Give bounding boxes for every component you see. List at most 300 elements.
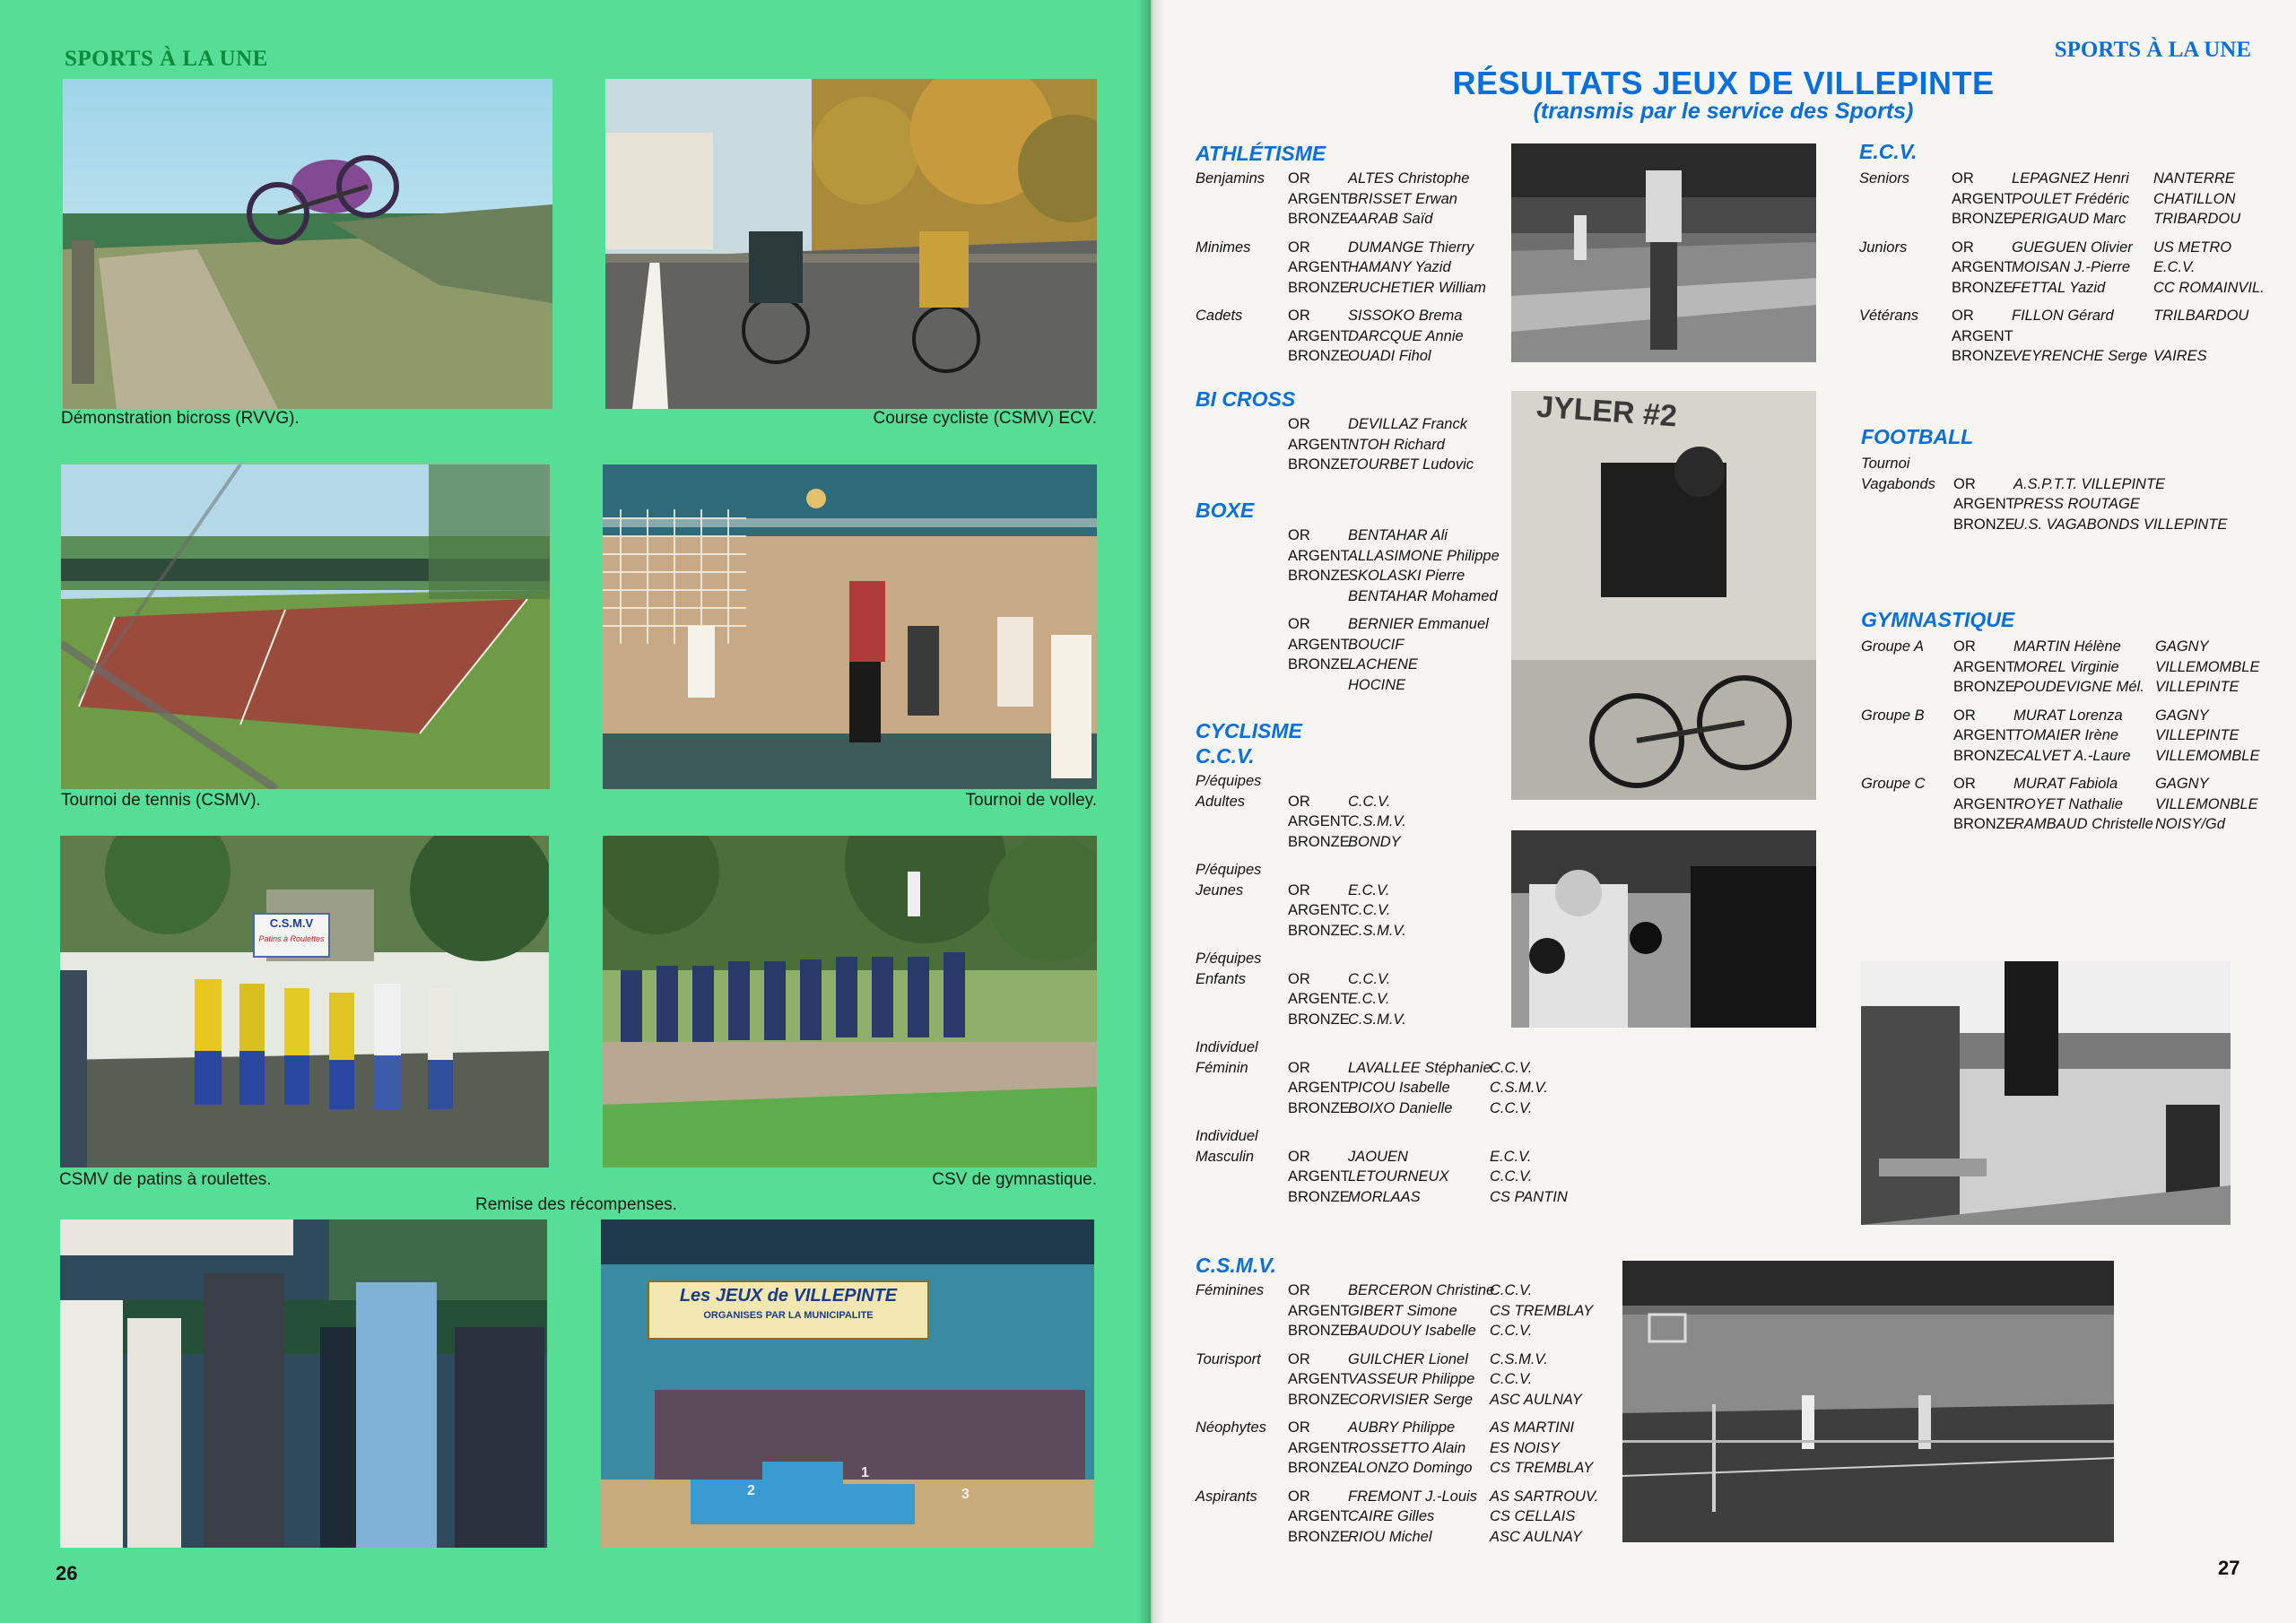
result-category: Aspirants bbox=[1196, 1488, 1257, 1505]
result-club: CS TREMBLAY bbox=[1490, 1302, 1594, 1319]
photo-bw-gymnase bbox=[1622, 1261, 2114, 1542]
result-row bbox=[1861, 746, 2274, 767]
result-row bbox=[1196, 546, 1554, 567]
photo-patins bbox=[60, 836, 549, 1167]
result-medal: OR bbox=[1288, 793, 1310, 810]
group-gap bbox=[1861, 698, 2274, 706]
result-row bbox=[1859, 238, 2272, 258]
result-row bbox=[1196, 1280, 1608, 1301]
caption-bicross: Démonstration bicross (RVVG). bbox=[61, 409, 300, 428]
right-page-header: SPORTS À LA UNE bbox=[2054, 38, 2251, 62]
result-row bbox=[1196, 455, 1554, 475]
banner-csmv-text: C.S.M.V bbox=[269, 916, 314, 930]
result-row bbox=[1861, 657, 2274, 678]
result-medal: BRONZE bbox=[1288, 348, 1350, 364]
caption-remise: Remise des récompenses. bbox=[475, 1195, 677, 1214]
result-row bbox=[1196, 1527, 1608, 1548]
result-category: Jeunes bbox=[1196, 881, 1244, 898]
result-competitor: BENTAHAR Mohamed bbox=[1348, 587, 1498, 604]
result-medal: BRONZE bbox=[1288, 1188, 1350, 1205]
result-competitor: BOIXO Danielle bbox=[1348, 1099, 1453, 1116]
result-row bbox=[1196, 655, 1554, 675]
result-club: C.C.V. bbox=[1490, 1099, 1533, 1116]
result-club: C.C.V. bbox=[1490, 1282, 1533, 1298]
result-row bbox=[1196, 566, 1554, 586]
stage-banner-line2: ORGANISES PAR LA MUNICIPALITE bbox=[703, 1310, 874, 1321]
result-club: VILLEMONBLE bbox=[2155, 795, 2258, 812]
page-number-left: 26 bbox=[56, 1562, 78, 1584]
result-competitor: LETOURNEUX bbox=[1348, 1168, 1449, 1185]
result-club: C.C.V. bbox=[1490, 1323, 1533, 1339]
caption-patins: CSMV de patins à roulettes. bbox=[59, 1170, 272, 1189]
result-row bbox=[1196, 1369, 1608, 1390]
result-competitor: C.S.M.V. bbox=[1348, 1011, 1406, 1028]
result-row bbox=[1861, 515, 2274, 535]
result-row bbox=[1196, 586, 1554, 607]
result-competitor: BENTAHAR Ali bbox=[1348, 527, 1448, 543]
right-page bbox=[1151, 0, 2296, 1623]
result-competitor: MURAT Fabiola bbox=[2013, 776, 2118, 792]
photo-course-cycliste bbox=[605, 79, 1097, 409]
results-gymnastique bbox=[1861, 637, 2274, 835]
result-medal: ARGENT bbox=[1288, 327, 1350, 344]
result-competitor: FILLON Gérard bbox=[2012, 308, 2114, 324]
result-row bbox=[1196, 414, 1554, 435]
result-row bbox=[1196, 1438, 1608, 1459]
results-ecv bbox=[1859, 169, 2272, 367]
result-medal: OR bbox=[1288, 1350, 1310, 1367]
result-medal: BRONZE bbox=[1288, 1391, 1350, 1408]
result-competitor: RUCHETIER William bbox=[1348, 279, 1486, 296]
result-medal: ARGENT bbox=[1953, 795, 2015, 812]
result-competitor: RAMBAUD Christelle bbox=[2013, 816, 2153, 832]
group-gap bbox=[1196, 1479, 1608, 1487]
photo-remise-droite bbox=[601, 1219, 1094, 1548]
result-medal: BRONZE bbox=[1288, 922, 1350, 939]
result-medal: ARGENT bbox=[1953, 727, 2015, 743]
result-competitor: DEVILLAZ Franck bbox=[1348, 416, 1467, 432]
result-medal: BRONZE bbox=[1952, 211, 2013, 227]
result-row bbox=[1861, 814, 2274, 835]
result-competitor: ROSSETTO Alain bbox=[1348, 1439, 1466, 1456]
photo-bw-skateboard bbox=[1861, 961, 2231, 1225]
result-row bbox=[1859, 346, 2272, 367]
result-row bbox=[1196, 635, 1554, 655]
result-competitor: ROYET Nathalie bbox=[2013, 795, 2123, 812]
result-competitor: DUMANGE Thierry bbox=[1348, 239, 1474, 256]
result-competitor: LACHENE bbox=[1348, 656, 1418, 673]
result-medal: ARGENT bbox=[1953, 496, 2015, 512]
result-competitor: U.S. VAGABONDS VILLEPINTE bbox=[2013, 516, 2228, 533]
podium-number-3: 3 bbox=[961, 1487, 970, 1502]
results-csmv bbox=[1196, 1280, 1608, 1547]
banner-patins-text: Patins à Roulettes bbox=[258, 934, 325, 943]
result-row bbox=[1196, 1458, 1608, 1479]
result-category: P/équipes bbox=[1196, 773, 1262, 789]
result-row bbox=[1196, 614, 1554, 635]
result-competitor: TOMAIER Irène bbox=[2013, 727, 2119, 743]
result-row bbox=[1861, 774, 2274, 794]
result-medal: OR bbox=[1288, 1282, 1310, 1298]
result-medal: BRONZE bbox=[1288, 656, 1350, 673]
result-competitor: GUEGUEN Olivier bbox=[2012, 239, 2133, 256]
result-medal: ARGENT bbox=[1952, 190, 2013, 207]
result-row bbox=[1196, 1147, 1608, 1167]
result-club: VILLEMOMBLE bbox=[2155, 658, 2260, 675]
result-category: Masculin bbox=[1196, 1148, 1255, 1165]
result-category: Vagabonds bbox=[1861, 475, 1935, 492]
result-row bbox=[1196, 1037, 1608, 1058]
result-category: Adultes bbox=[1196, 793, 1246, 810]
result-row bbox=[1196, 1487, 1608, 1507]
result-club: E.C.V. bbox=[1490, 1148, 1532, 1165]
result-competitor: MARTIN Hélène bbox=[2013, 638, 2121, 655]
result-competitor: BERCERON Christine bbox=[1348, 1282, 1495, 1298]
stage-banner bbox=[648, 1280, 929, 1340]
result-medal: BRONZE bbox=[1288, 1460, 1350, 1476]
result-medal: BRONZE bbox=[1288, 211, 1350, 227]
result-row bbox=[1196, 1321, 1608, 1341]
result-competitor: AUBRY Philippe bbox=[1348, 1419, 1456, 1436]
result-medal: OR bbox=[1288, 527, 1310, 543]
result-row bbox=[1196, 525, 1554, 546]
result-competitor: HAMANY Yazid bbox=[1348, 259, 1451, 275]
result-row bbox=[1859, 306, 2272, 326]
result-medal: ARGENT bbox=[1952, 259, 2013, 275]
result-medal: BRONZE bbox=[1952, 279, 2013, 296]
result-club: C.C.V. bbox=[1490, 1168, 1533, 1185]
result-medal: OR bbox=[1288, 881, 1310, 898]
result-competitor: TOURBET Ludovic bbox=[1348, 456, 1474, 473]
left-page-header: SPORTS À LA UNE bbox=[65, 47, 268, 71]
result-club: CS CELLAIS bbox=[1490, 1508, 1576, 1524]
podium-number-2: 2 bbox=[747, 1483, 755, 1498]
result-competitor: HOCINE bbox=[1348, 676, 1406, 693]
result-medal: BRONZE bbox=[1288, 279, 1350, 296]
result-row bbox=[1196, 1418, 1608, 1438]
result-competitor: SKOLASKI Pierre bbox=[1348, 568, 1465, 584]
result-row bbox=[1196, 209, 1554, 230]
results-athletisme bbox=[1196, 169, 1554, 367]
result-medal: BRONZE bbox=[1288, 1011, 1350, 1028]
result-medal: OR bbox=[1953, 638, 1976, 655]
result-row bbox=[1861, 706, 2274, 726]
result-competitor: PRESS ROUTAGE bbox=[2013, 496, 2140, 512]
result-club: C.C.V. bbox=[1490, 1371, 1533, 1387]
result-medal: OR bbox=[1288, 616, 1310, 632]
result-category: P/équipes bbox=[1196, 950, 1262, 967]
banner-csmv bbox=[253, 913, 330, 958]
result-medal: ARGENT bbox=[1288, 1302, 1350, 1319]
result-medal: BRONZE bbox=[1953, 816, 2015, 832]
result-medal: OR bbox=[1288, 1488, 1310, 1505]
result-club: C.S.M.V. bbox=[1490, 1350, 1548, 1367]
result-category: Tourisport bbox=[1196, 1350, 1261, 1367]
result-club: NOISY/Gd bbox=[2155, 816, 2225, 832]
result-medal: OR bbox=[1953, 475, 1976, 492]
result-row bbox=[1196, 1390, 1608, 1410]
result-row bbox=[1196, 435, 1554, 456]
result-category: Groupe B bbox=[1861, 707, 1925, 724]
result-competitor: VEYRENCHE Serge bbox=[2012, 348, 2148, 364]
result-category: P/équipes bbox=[1196, 862, 1262, 878]
result-competitor: MOREL Virginie bbox=[2013, 658, 2119, 675]
result-row bbox=[1196, 189, 1554, 210]
result-club: AS MARTINI bbox=[1490, 1419, 1575, 1436]
section-title-cyclisme: CYCLISME bbox=[1196, 719, 1302, 742]
result-competitor: CALVET A.-Laure bbox=[2013, 747, 2131, 764]
result-competitor: CORVISIER Serge bbox=[1348, 1391, 1474, 1408]
page-subtitle: (transmis par le service des Sports) bbox=[1533, 99, 1914, 124]
result-medal: OR bbox=[1953, 776, 1976, 792]
result-category: Féminin bbox=[1196, 1059, 1248, 1076]
result-medal: OR bbox=[1952, 170, 1974, 187]
result-row bbox=[1196, 169, 1554, 189]
result-medal: OR bbox=[1288, 308, 1310, 324]
result-club: ASC AULNAY bbox=[1490, 1391, 1582, 1408]
result-row bbox=[1196, 1078, 1608, 1098]
result-row bbox=[1196, 1301, 1608, 1322]
group-gap bbox=[1196, 1118, 1608, 1126]
result-club: VAIRES bbox=[2153, 348, 2207, 364]
section-title-athletisme: ATHLÉTISME bbox=[1196, 142, 1326, 165]
group-gap bbox=[1196, 1029, 1608, 1037]
result-competitor: CAIRE Gilles bbox=[1348, 1508, 1435, 1524]
result-competitor: SISSOKO Brema bbox=[1348, 308, 1463, 324]
result-row bbox=[1196, 278, 1554, 299]
result-club: AS SARTROUV. bbox=[1490, 1488, 1599, 1505]
result-club: CHATILLON bbox=[2153, 190, 2236, 207]
result-club: TRIBARDOU bbox=[2153, 211, 2241, 227]
result-medal: OR bbox=[1952, 308, 1974, 324]
result-row bbox=[1196, 238, 1554, 258]
result-competitor: MURAT Lorenza bbox=[2013, 707, 2123, 724]
result-category: Seniors bbox=[1859, 170, 1909, 187]
result-medal: BRONZE bbox=[1953, 516, 2015, 533]
result-club: VILLEPINTE bbox=[2155, 727, 2239, 743]
result-competitor: VASSEUR Philippe bbox=[1348, 1371, 1475, 1387]
result-competitor: PERIGAUD Marc bbox=[2012, 211, 2126, 227]
result-competitor: AARAB Saïd bbox=[1348, 211, 1433, 227]
result-row bbox=[1196, 306, 1554, 326]
result-row bbox=[1859, 278, 2272, 299]
result-row bbox=[1196, 1350, 1608, 1370]
group-gap bbox=[1196, 230, 1554, 238]
result-competitor: DARCQUE Annie bbox=[1348, 327, 1464, 344]
group-gap bbox=[1196, 298, 1554, 306]
result-row bbox=[1196, 1058, 1608, 1079]
result-medal: OR bbox=[1953, 707, 1976, 724]
result-club: CC ROMAINVIL. bbox=[2153, 279, 2265, 296]
result-competitor: LEPAGNEZ Henri bbox=[2012, 170, 2129, 187]
result-category: Féminines bbox=[1196, 1282, 1265, 1298]
caption-course-cycliste: Course cycliste (CSMV) ECV. bbox=[873, 409, 1097, 428]
result-category: Benjamins bbox=[1196, 170, 1265, 187]
group-gap bbox=[1861, 766, 2274, 774]
result-row bbox=[1859, 209, 2272, 230]
photo-bw-bicross bbox=[1511, 391, 1816, 800]
result-row bbox=[1859, 257, 2272, 278]
result-competitor: E.C.V. bbox=[1348, 991, 1390, 1007]
result-competitor: OUADI Fihol bbox=[1348, 348, 1431, 364]
result-category: Vétérans bbox=[1859, 308, 1919, 324]
result-medal: ARGENT bbox=[1952, 327, 2013, 344]
result-medal: OR bbox=[1288, 1059, 1310, 1076]
result-category: Néophytes bbox=[1196, 1419, 1266, 1436]
result-medal: ARGENT bbox=[1288, 1439, 1350, 1456]
result-club: VILLEPINTE bbox=[2155, 679, 2239, 695]
result-category: Tournoi bbox=[1861, 456, 1910, 472]
result-competitor: BERNIER Emmanuel bbox=[1348, 616, 1489, 632]
result-club: C.S.M.V. bbox=[1490, 1080, 1548, 1096]
result-medal: OR bbox=[1288, 416, 1310, 432]
result-row bbox=[1859, 169, 2272, 189]
result-row bbox=[1861, 494, 2274, 515]
result-row bbox=[1861, 794, 2274, 815]
result-row bbox=[1861, 725, 2274, 746]
result-club: C.C.V. bbox=[1490, 1059, 1533, 1076]
result-competitor: C.C.V. bbox=[1348, 902, 1391, 918]
result-medal: BRONZE bbox=[1288, 833, 1350, 850]
group-gap bbox=[1196, 1410, 1608, 1418]
page-number-right: 27 bbox=[2218, 1557, 2240, 1579]
result-row bbox=[1196, 1126, 1608, 1147]
result-medal: ARGENT bbox=[1288, 1080, 1350, 1096]
result-medal: BRONZE bbox=[1288, 1099, 1350, 1116]
section-title-boxe: BOXE bbox=[1196, 499, 1255, 522]
result-medal: ARGENT bbox=[1288, 636, 1350, 653]
result-row bbox=[1196, 1506, 1608, 1527]
result-category: Juniors bbox=[1859, 239, 1908, 256]
result-club: ASC AULNAY bbox=[1490, 1528, 1582, 1545]
result-competitor: JAOUEN bbox=[1348, 1148, 1408, 1165]
result-competitor: RIOU Michel bbox=[1348, 1528, 1432, 1545]
result-club: E.C.V. bbox=[2153, 259, 2196, 275]
result-competitor: LAVALLEE Stéphanie bbox=[1348, 1059, 1492, 1076]
result-medal: ARGENT bbox=[1288, 813, 1350, 829]
result-competitor: BAUDOUY Isabelle bbox=[1348, 1323, 1476, 1339]
result-row bbox=[1196, 257, 1554, 278]
photo-remise-gauche bbox=[60, 1219, 547, 1548]
result-medal: BRONZE bbox=[1288, 568, 1350, 584]
result-competitor: POUDEVIGNE Mél. bbox=[2013, 679, 2144, 695]
result-medal: ARGENT bbox=[1288, 1508, 1350, 1524]
result-medal: OR bbox=[1288, 1148, 1310, 1165]
section-title-football: FOOTBALL bbox=[1861, 425, 1974, 448]
result-row bbox=[1196, 812, 1608, 832]
group-gap bbox=[1196, 1341, 1608, 1350]
result-competitor: MORLAAS bbox=[1348, 1188, 1421, 1205]
group-gap bbox=[1859, 298, 2272, 306]
result-medal: BRONZE bbox=[1953, 747, 2015, 764]
result-club: ES NOISY bbox=[1490, 1439, 1560, 1456]
result-category: Minimes bbox=[1196, 239, 1251, 256]
result-club: GAGNY bbox=[2155, 638, 2209, 655]
result-competitor: BRISSET Erwan bbox=[1348, 190, 1457, 207]
group-gap bbox=[1196, 606, 1554, 614]
photo-bicross bbox=[63, 79, 552, 409]
result-competitor: GUILCHER Lionel bbox=[1348, 1350, 1468, 1367]
result-medal: ARGENT bbox=[1288, 1371, 1350, 1387]
result-competitor: A.S.P.T.T. VILLEPINTE bbox=[2013, 475, 2166, 492]
result-competitor: ALLASIMONE Philippe bbox=[1348, 547, 1500, 564]
result-competitor: C.S.M.V. bbox=[1348, 922, 1406, 939]
result-medal: ARGENT bbox=[1288, 1168, 1350, 1185]
page-spine bbox=[1137, 0, 1164, 1623]
result-club: CS PANTIN bbox=[1490, 1188, 1568, 1205]
result-competitor: ALONZO Domingo bbox=[1348, 1460, 1473, 1476]
photo-bw-boxe bbox=[1511, 830, 1816, 1028]
result-competitor: BOUCIF bbox=[1348, 636, 1405, 653]
result-category: Groupe C bbox=[1861, 776, 1926, 792]
section-title-gymnastique: GYMNASTIQUE bbox=[1861, 608, 2015, 631]
result-row bbox=[1861, 454, 2274, 474]
stage-banner-line1: Les JEUX de VILLEPINTE bbox=[679, 1286, 898, 1306]
wall-graffiti: JYLER #2 bbox=[1535, 389, 1679, 434]
result-competitor: GIBERT Simone bbox=[1348, 1302, 1457, 1319]
result-row bbox=[1859, 326, 2272, 347]
result-category: Enfants bbox=[1196, 970, 1246, 987]
podium-number-1: 1 bbox=[861, 1465, 869, 1480]
result-row bbox=[1196, 1098, 1608, 1119]
result-competitor: MOISAN J.-Pierre bbox=[2012, 259, 2131, 275]
result-club: CS TREMBLAY bbox=[1490, 1460, 1594, 1476]
result-medal: ARGENT bbox=[1288, 902, 1350, 918]
result-row bbox=[1196, 346, 1554, 367]
result-row bbox=[1859, 189, 2272, 210]
section-subtitle-ccv: C.C.V. bbox=[1196, 744, 1255, 768]
result-medal: OR bbox=[1288, 1419, 1310, 1436]
result-row bbox=[1196, 1167, 1608, 1187]
result-competitor: PICOU Isabelle bbox=[1348, 1080, 1450, 1096]
result-medal: ARGENT bbox=[1953, 658, 2015, 675]
result-medal: ARGENT bbox=[1288, 991, 1350, 1007]
results-football bbox=[1861, 454, 2274, 534]
result-row bbox=[1861, 474, 2274, 495]
result-competitor: ALTES Christophe bbox=[1348, 170, 1470, 187]
result-medal: ARGENT bbox=[1288, 547, 1350, 564]
result-medal: BRONZE bbox=[1952, 348, 2013, 364]
result-medal: ARGENT bbox=[1288, 190, 1350, 207]
section-title-ecv: E.C.V. bbox=[1859, 140, 1918, 163]
result-medal: OR bbox=[1952, 239, 1974, 256]
result-medal: ARGENT bbox=[1288, 436, 1350, 453]
result-medal: OR bbox=[1288, 170, 1310, 187]
result-category: Cadets bbox=[1196, 308, 1243, 324]
result-medal: BRONZE bbox=[1288, 1528, 1350, 1545]
results-boxe bbox=[1196, 525, 1554, 695]
result-row bbox=[1196, 1187, 1608, 1208]
result-category: Groupe A bbox=[1861, 638, 1925, 655]
photo-volley bbox=[603, 464, 1097, 789]
result-medal: OR bbox=[1288, 239, 1310, 256]
photo-tennis bbox=[61, 464, 550, 789]
caption-gymnastique: CSV de gymnastique. bbox=[932, 1170, 1097, 1189]
result-competitor: C.S.M.V. bbox=[1348, 813, 1406, 829]
result-row bbox=[1196, 675, 1554, 696]
page-title: RÉSULTATS JEUX DE VILLEPINTE bbox=[1452, 65, 1995, 101]
result-medal: ARGENT bbox=[1288, 259, 1350, 275]
result-competitor: E.C.V. bbox=[1348, 881, 1390, 898]
result-competitor: FETTAL Yazid bbox=[2012, 279, 2106, 296]
result-club: GAGNY bbox=[2155, 776, 2209, 792]
photo-bw-athletisme bbox=[1511, 143, 1816, 362]
results-bicross bbox=[1196, 414, 1554, 475]
result-medal: BRONZE bbox=[1288, 456, 1350, 473]
result-row bbox=[1861, 637, 2274, 657]
photo-gymnastique bbox=[603, 836, 1097, 1167]
result-category: Individuel bbox=[1196, 1039, 1258, 1055]
